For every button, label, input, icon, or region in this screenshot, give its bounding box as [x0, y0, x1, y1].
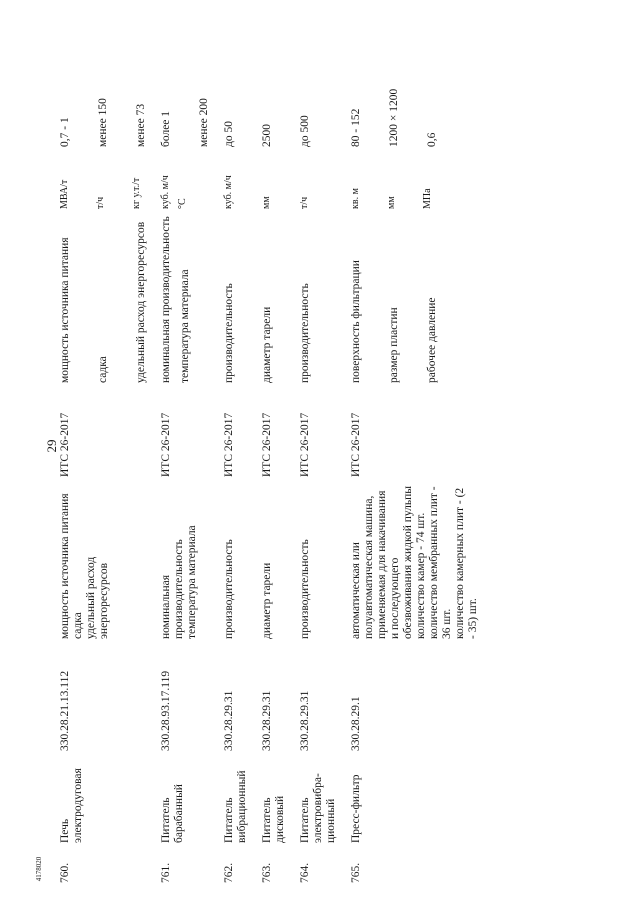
standard-reference: ИТС 26-2017 — [160, 412, 172, 477]
table-row — [57, 0, 158, 885]
indicator-unit: кг у.т./т — [131, 177, 142, 209]
equipment-name: Питатель электровибра-ционный — [299, 773, 337, 843]
row-number: 763. — [261, 862, 273, 883]
equipment-name: Питатель барабанный — [160, 784, 185, 843]
row-number: 761. — [160, 862, 172, 883]
indicator-name: поверхность фильтрации — [350, 260, 362, 383]
equipment-description — [259, 479, 297, 641]
standard-reference: ИТС 26-2017 — [59, 412, 71, 477]
indicator-values — [158, 0, 221, 149]
document-code: 4178020 — [35, 856, 43, 882]
indicator-values — [348, 0, 490, 149]
standard-reference: ИТС 26-2017 — [261, 412, 273, 477]
indicator-value: 80 - 152 — [350, 108, 362, 147]
indicator-value: 0,7 - 1 — [59, 117, 71, 147]
table-row — [259, 0, 297, 885]
indicator-value: до 500 — [299, 115, 311, 147]
indicator-names — [57, 211, 158, 385]
indicator-unit: т/ч — [299, 196, 310, 209]
description-line: производительность — [223, 539, 235, 639]
table-row — [348, 0, 490, 885]
indicator-value: 2500 — [261, 124, 273, 147]
equipment-description — [158, 479, 221, 641]
standard-reference: ИТС 26-2017 — [223, 412, 235, 477]
description-line: диаметр тарели — [261, 562, 273, 639]
row-number: 764. — [299, 862, 311, 883]
indicator-units — [348, 149, 490, 211]
indicator-name: размер пластин — [388, 307, 400, 383]
indicator-names — [348, 211, 490, 385]
indicator-unit: °С — [177, 198, 188, 209]
description-line: производительность — [299, 539, 311, 639]
description-line: автоматическая или полуавтоматическая машина, применяемая для накачивания и последующего обезвоживания жидкой пульпы — [350, 485, 414, 639]
standard-reference: ИТС 26-2017 — [299, 412, 311, 477]
indicator-name: номинальная производительность — [160, 216, 172, 383]
equipment-name: Печь электродуговая — [59, 768, 84, 843]
indicator-unit: т/ч — [95, 196, 106, 209]
indicator-name: мощность источника питания — [59, 237, 71, 383]
indicator-name: производительность — [223, 283, 235, 383]
indicator-unit: кв. м — [350, 188, 361, 209]
row-number: 762. — [223, 862, 235, 883]
description-line: количество камер - 74 шт. — [415, 512, 427, 639]
description-line: удельный расход энергоресурсов — [85, 556, 110, 639]
description-line: садка — [72, 612, 84, 639]
description-line: мощность источника питания — [59, 493, 71, 639]
okpd-code: 330.28.29.1 — [350, 696, 362, 751]
standard-reference: ИТС 26-2017 — [350, 412, 362, 477]
equipment-description — [57, 479, 158, 641]
table-row — [221, 0, 259, 885]
equipment-table — [57, 0, 490, 885]
indicator-unit: куб. м/ч — [160, 175, 171, 209]
rotated-page-content — [57, 35, 627, 885]
indicator-name: удельный расход энергоресурсов — [135, 221, 147, 383]
indicator-unit: куб. м/ч — [223, 175, 234, 209]
indicator-units — [57, 149, 158, 211]
indicator-units — [158, 149, 221, 211]
okpd-code: 330.28.29.31 — [299, 690, 311, 751]
okpd-code: 330.28.93.17.119 — [160, 670, 172, 751]
indicator-name: температура материала — [179, 269, 191, 383]
table-row — [158, 0, 221, 885]
description-line: номинальная производительность — [160, 539, 185, 639]
indicator-name: производительность — [299, 283, 311, 383]
indicator-name: садка — [97, 356, 109, 383]
indicator-value: до 50 — [223, 121, 235, 147]
row-number: 760. — [59, 862, 71, 883]
indicator-unit: МПа — [422, 188, 433, 209]
indicator-name: рабочее давление — [426, 297, 438, 383]
indicator-value: 1200 × 1200 — [388, 88, 400, 147]
indicator-unit: мм — [261, 196, 272, 209]
indicator-value: более 1 — [160, 110, 172, 147]
row-number: 765. — [350, 862, 362, 883]
indicator-names — [158, 211, 221, 385]
description-line: количество мембранных плит - 36 шт. — [428, 486, 453, 639]
indicator-name: диаметр тарели — [261, 306, 273, 383]
indicator-unit: МВА/т — [59, 179, 70, 209]
indicator-value: менее 150 — [97, 98, 109, 147]
equipment-name: Питатель вибрационный — [223, 770, 248, 843]
indicator-unit: мм — [386, 196, 397, 209]
indicator-values — [57, 0, 158, 149]
equipment-description — [221, 479, 259, 641]
description-line: температура материала — [186, 525, 198, 639]
equipment-description — [348, 479, 490, 641]
okpd-code: 330.28.29.31 — [261, 690, 273, 751]
equipment-name: Пресс-фильтр — [350, 774, 362, 843]
indicator-value: 0,6 — [426, 132, 438, 147]
equipment-name: Питатель дисковый — [261, 795, 286, 843]
description-line: количество камерных плит - (2 - 35) шт. — [454, 487, 479, 639]
indicator-value: менее 200 — [198, 98, 210, 147]
okpd-code: 330.28.21.13.112 — [59, 670, 71, 751]
page-number: 29 — [44, 439, 59, 453]
table-row — [297, 0, 348, 885]
indicator-value: менее 73 — [135, 103, 147, 147]
equipment-description — [297, 479, 348, 641]
okpd-code: 330.28.29.31 — [223, 690, 235, 751]
